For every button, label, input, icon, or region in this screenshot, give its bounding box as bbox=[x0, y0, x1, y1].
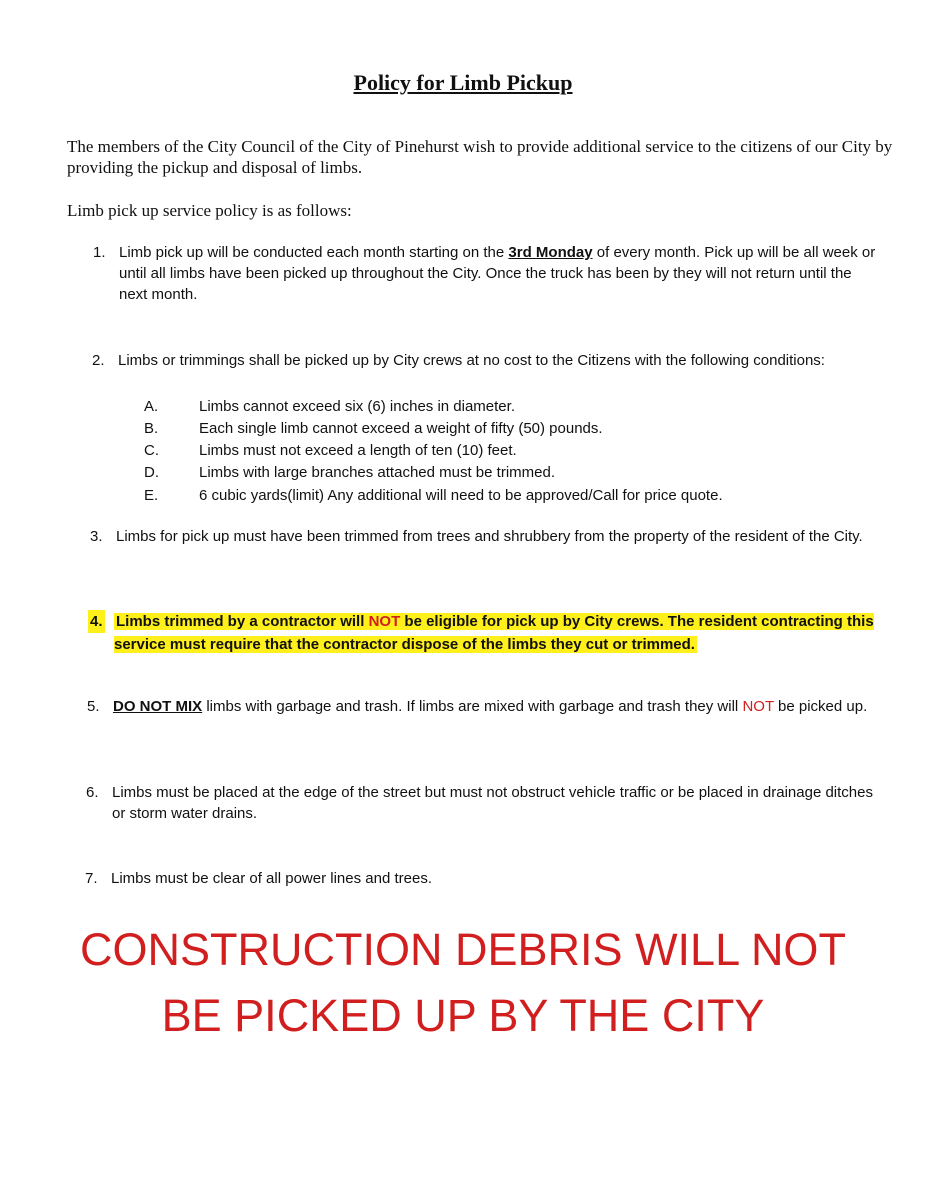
policy-item-6 bbox=[86, 782, 877, 824]
lead-paragraph: Limb pick up service policy is as follows: bbox=[67, 201, 352, 220]
condition-text: 6 cubic yards(limit) Any additional will need to be approved/Call for price quote. bbox=[199, 487, 723, 504]
item-text: Limbs for pick up must have been trimmed from trees and shrubbery from the property of the resident of the City. bbox=[116, 528, 863, 545]
policy-item-1 bbox=[93, 242, 884, 305]
condition-text: Limbs cannot exceed six (6) inches in diameter. bbox=[199, 398, 515, 415]
policy-item-3 bbox=[90, 526, 881, 547]
item-text: Limbs must be clear of all power lines and trees. bbox=[111, 870, 432, 887]
policy-item-2 bbox=[92, 350, 883, 371]
item-text-post: of every month. Pick up will be all week or until all limbs have been picked up throughout the City. Once the truck has been by they will not return until the next month. bbox=[119, 244, 876, 303]
policy-item-5 bbox=[87, 696, 878, 717]
condition-letter: A. bbox=[144, 398, 159, 415]
item-text-pre: Limb pick up will be conducted each month starting on the bbox=[119, 244, 509, 261]
construction-debris-notice-line-1: CONSTRUCTION DEBRIS WILL NOT bbox=[80, 924, 846, 975]
condition-text: Each single limb cannot exceed a weight of fifty (50) pounds. bbox=[199, 420, 603, 437]
condition-letter: E. bbox=[144, 487, 159, 504]
item-text: Limbs or trimmings shall be picked up by City crews at no cost to the Citizens with the following conditions: bbox=[118, 352, 825, 369]
item-number: 3. bbox=[90, 528, 103, 545]
do-not-mix-emphasis: DO NOT MIX bbox=[113, 698, 203, 715]
not-emphasis: NOT bbox=[368, 613, 401, 630]
not-emphasis: NOT bbox=[742, 698, 774, 715]
intro-paragraph: The members of the City Council of the City of Pinehurst wish to provide additional service to the citizens of our City by providing the pickup and disposal of limbs. bbox=[67, 137, 893, 177]
policy-item-7 bbox=[85, 868, 876, 889]
page-title: Policy for Limb Pickup bbox=[353, 70, 573, 95]
item-number: 6. bbox=[86, 784, 99, 801]
condition-letter: C. bbox=[144, 442, 159, 459]
item-number: 4. bbox=[88, 610, 105, 633]
policy-item-4 bbox=[90, 610, 879, 656]
item-number: 5. bbox=[87, 698, 100, 715]
item-number: 1. bbox=[93, 244, 106, 261]
item-text-pre: Limbs trimmed by a contractor will bbox=[116, 613, 369, 630]
item-text: Limbs must be placed at the edge of the street but must not obstruct vehicle traffic or be placed in drainage ditches or storm water drains. bbox=[112, 784, 873, 822]
construction-debris-notice-line-2: BE PICKED UP BY THE CITY bbox=[161, 990, 765, 1041]
condition-letter: B. bbox=[144, 420, 159, 437]
item-text-mid: limbs with garbage and trash. If limbs are mixed with garbage and trash they will bbox=[202, 698, 743, 715]
item-emphasis: 3rd Monday bbox=[508, 244, 593, 261]
condition-letter: D. bbox=[144, 464, 159, 481]
condition-text: Limbs must not exceed a length of ten (10) feet. bbox=[199, 442, 517, 459]
item-number: 7. bbox=[85, 870, 98, 887]
item-text-post: be picked up. bbox=[773, 698, 868, 715]
item-text-post: be eligible for pick up by City crews. The resident contracting this service must require that the contractor dispose of the limbs they cut or trimmed. bbox=[114, 613, 874, 653]
item-number: 2. bbox=[92, 352, 105, 369]
condition-text: Limbs with large branches attached must be trimmed. bbox=[199, 464, 555, 481]
